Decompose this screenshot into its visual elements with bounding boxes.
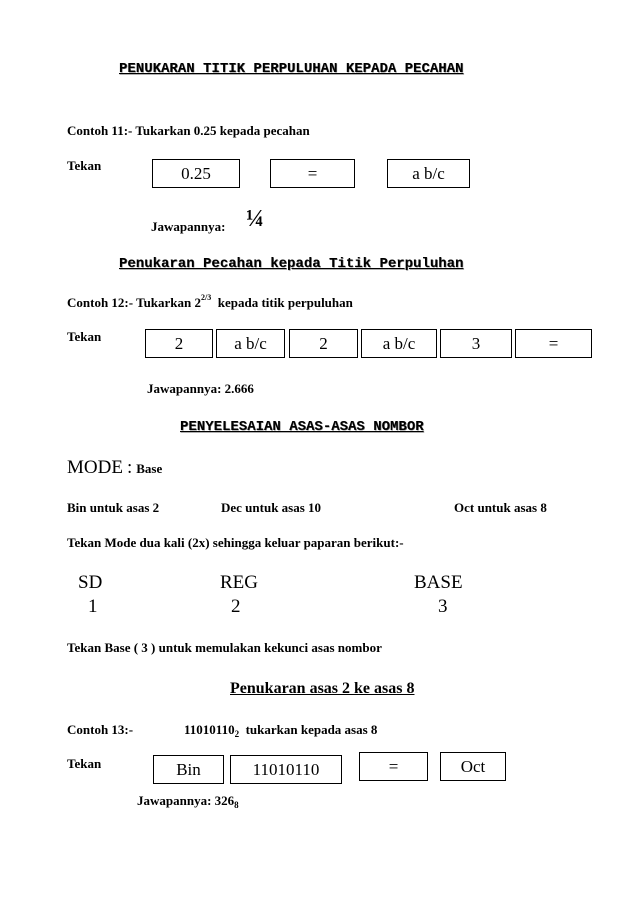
press-label: Tekan xyxy=(67,329,102,344)
mode-base-name: BASE xyxy=(414,572,463,593)
mode-line xyxy=(67,457,162,479)
section1-title: PENUKARAN TITIK PERPULUHAN KEPADA PECAHAN xyxy=(119,61,464,77)
section2-title: Penukaran Pecahan kepada Titik Perpuluhan xyxy=(119,256,464,272)
key-abc: a b/c xyxy=(216,329,285,358)
key-0.25: 0.25 xyxy=(152,159,240,188)
answer-label: Jawapannya: 326 xyxy=(137,793,235,808)
mode-base-num: 3 xyxy=(438,596,448,617)
key-2: 2 xyxy=(289,329,358,358)
press-label: Tekan xyxy=(67,756,102,771)
example-12-suffix: kepada titik perpuluhan xyxy=(217,295,353,310)
mode-reg-name: REG xyxy=(220,572,258,593)
base-oct: Oct untuk asas 8 xyxy=(454,500,547,515)
example-12-prefix: Contoh 12:- Tukarkan 2 xyxy=(67,295,202,310)
press-label: Tekan xyxy=(67,158,102,173)
key-equals: = xyxy=(359,752,428,781)
mode-label: MODE xyxy=(67,457,123,478)
answer-subscript: 8 xyxy=(234,800,239,810)
answer-label: Jawapannya: xyxy=(151,219,226,234)
mode-sd-name: SD xyxy=(78,572,103,593)
answer-text: Jawapannya: 2.666 xyxy=(147,381,254,396)
base-bin: Bin untuk asas 2 xyxy=(67,500,160,515)
example-13-text xyxy=(184,722,377,738)
mode-reg-num: 2 xyxy=(231,596,241,617)
mode-value: Base xyxy=(136,461,163,476)
base-dec: Dec untuk asas 10 xyxy=(221,500,322,515)
example-12-text xyxy=(67,295,353,311)
key-bin: Bin xyxy=(153,755,224,784)
key-equals: = xyxy=(270,159,355,188)
section3-title: PENYELESAIAN ASAS-ASAS NOMBOR xyxy=(180,419,424,435)
answer-text xyxy=(137,793,239,809)
mode-sd-num: 1 xyxy=(88,596,98,617)
key-equals: = xyxy=(515,329,592,358)
key-oct: Oct xyxy=(440,752,506,781)
binary-subscript: 2 xyxy=(234,729,240,739)
key-abc: a b/c xyxy=(361,329,437,358)
key-3: 3 xyxy=(440,329,512,358)
mode-instruction: Tekan Mode dua kali (2x) sehingga keluar paparan berikut:- xyxy=(67,535,404,550)
key-abc: a b/c xyxy=(387,159,470,188)
binary-number: 11010110 xyxy=(184,722,235,737)
example-13-label: Contoh 13:- xyxy=(67,722,134,737)
example-13-suffix: tukarkan kepada asas 8 xyxy=(245,722,378,737)
key-binary-number: 11010110 xyxy=(230,755,342,784)
example-11-text: Contoh 11:- Tukarkan 0.25 kepada pecahan xyxy=(67,123,310,138)
mode-separator: : xyxy=(126,457,133,478)
answer-value: ¼ xyxy=(246,206,264,232)
fraction-superscript: 2/3 xyxy=(201,293,212,302)
section4-title: Penukaran asas 2 ke asas 8 xyxy=(230,680,415,697)
key-2: 2 xyxy=(145,329,213,358)
base-instruction: Tekan Base ( 3 ) untuk memulakan kekunci asas nombor xyxy=(67,640,382,655)
